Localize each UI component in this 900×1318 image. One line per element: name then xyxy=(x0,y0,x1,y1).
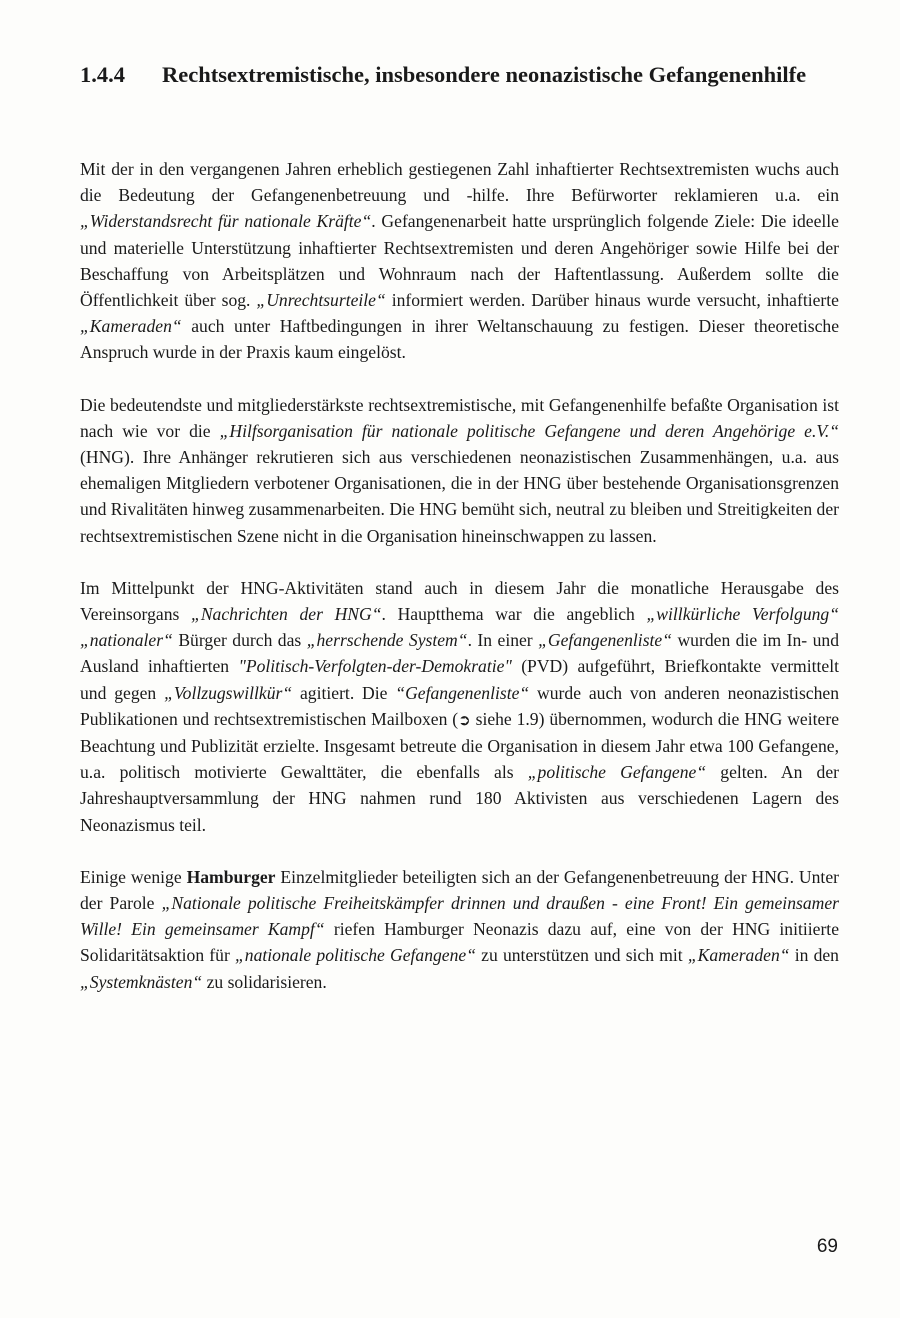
paragraph xyxy=(80,575,839,838)
text-run: . Hauptthema war die angeblich xyxy=(381,604,647,625)
emphasis-text: „Kameraden“ xyxy=(80,316,182,337)
emphasis-text: „nationale politische Gefangene“ xyxy=(235,945,476,966)
emphasis-text: „herrschende System“ xyxy=(306,630,468,651)
body-text xyxy=(80,156,839,1021)
emphasis-text: „Nachrichten der HNG“ xyxy=(191,604,382,625)
text-run: zu unterstützen und sich mit xyxy=(476,945,688,966)
text-run: siehe 1.9) übernommen, wodurch die HNG weitere Beachtung und Publizität erzielte. Insgesamt betreute die Organisation in diesem Jahr etwa 100 Gefangene, u.a. politisch motivierte Gewalttäter, die ebenfalls als xyxy=(80,708,839,783)
emphasis-text: „willkürliche Verfolgung“ „nationaler“ xyxy=(80,604,840,651)
text-run: Bürger durch das xyxy=(172,630,307,651)
text-run: agitiert. Die xyxy=(292,682,396,703)
section-title: Rechtsextremistische, insbesondere neonazistische Gefangenenhilfe xyxy=(162,62,807,87)
emphasis-text: “Gefangenenliste“ xyxy=(395,682,530,703)
emphasis-text: „Nationale politische Freiheitskämpfer drinnen und draußen - eine Front! Ein gemeinsamer Wille! Ein gemeinsamer Kampf“ xyxy=(80,893,839,940)
emphasis-text: „Widerstandsrecht für nationale Kräfte“ xyxy=(80,211,372,232)
text-run: . Gefangenenarbeit hatte ursprünglich folgende Ziele: Die ideelle und materielle Unterstützung inhaftierter Rechtsextremisten und deren Angehöriger sowie Hilfe bei der Beschaffung von Arbeitsplätzen und Wohnraum nach der Haftentlassung. Außerdem sollte die Öffentlichkeit über sog. xyxy=(80,211,839,311)
emphasis-text: „Vollzugswillkür“ xyxy=(164,682,293,703)
text-run: Einige wenige xyxy=(80,866,187,887)
text-run: auch unter Haftbedingungen in ihrer Weltanschauung zu festigen. Dieser theoretische Anspruch wurde in der Praxis kaum eingelöst. xyxy=(80,316,839,363)
paragraph xyxy=(80,156,839,366)
text-run: (HNG). Ihre Anhänger rekrutieren sich aus verschiedenen neonazistischen Zusammenhängen, u.a. aus ehemaligen Mitgliedern verbotener Organisationen, die in der HNG über bestehende Organisationsgrenzen und Rivalitäten hinweg zusammenarbeiten. Die HNG bemüht sich, neutral zu bleiben und Streitigkeiten der rechtsextremistischen Szene nicht in die Organisation hineinschwappen zu lassen. xyxy=(80,447,839,546)
text-run: riefen Hamburger Neonazis dazu auf, eine von der HNG initiierte Solidaritätsaktion für xyxy=(80,919,840,966)
emphasis-text: „Kameraden“ xyxy=(687,945,790,966)
section-heading xyxy=(80,60,840,90)
emphasis-text: "Politisch-Verfolgten-der-Demokratie" xyxy=(238,656,512,677)
paragraph xyxy=(80,392,839,549)
text-run: wurden die im In- und Ausland inhaftierten xyxy=(80,630,839,677)
text-run: wurde auch von anderen neonazistischen Publikationen und rechtsextremistischen Mailboxen ( xyxy=(80,682,840,729)
text-run: gelten. An der Jahreshauptversammlung der HNG nahmen rund 180 Aktivisten aus verschiedenen Lagern des Neonazismus teil. xyxy=(80,762,839,835)
text-run: Im Mittelpunkt der HNG-Aktivitäten stand auch in diesem Jahr die monatliche Herausgabe des Vereinsorgans xyxy=(80,577,839,625)
emphasis-text: „Systemknästen“ xyxy=(80,971,203,992)
text-run: zu solidarisieren. xyxy=(202,971,327,992)
bold-text: Hamburger xyxy=(186,866,276,887)
page-number: 69 xyxy=(816,1236,838,1257)
text-run: Einzelmitglieder beteiligten sich an der Gefangenenbetreuung der HNG. Unter der Parole xyxy=(80,866,839,914)
text-run: Die bedeutendste und mitgliederstärkste rechtsextremistische, mit Gefangenenhilfe befaßte Organisation ist nach wie vor die xyxy=(80,394,839,441)
text-run: informiert werden. Darüber hinaus wurde versucht, inhaftierte xyxy=(385,290,839,311)
emphasis-text: „Hilfsorganisation für nationale politische Gefangene und deren Angehörige e.V.“ xyxy=(219,420,840,441)
section-number: 1.4.4 xyxy=(80,62,125,87)
arrow-right-icon: ➲ xyxy=(458,710,471,729)
emphasis-text: „Unrechtsurteile“ xyxy=(256,290,386,311)
text-run: in den xyxy=(789,945,839,966)
text-run: Mit der in den vergangenen Jahren erheblich gestiegenen Zahl inhaftierter Rechtsextremisten wuchs auch die Bedeutung der Gefangenenbetreuung und -hilfe. Ihre Befürworter reklamieren u.a. ein xyxy=(80,159,839,206)
text-run: (PVD) aufgeführt, Briefkontakte vermittelt und gegen xyxy=(80,656,839,703)
text-run: . In einer xyxy=(467,630,539,651)
emphasis-text: „politische Gefangene“ xyxy=(527,762,707,783)
emphasis-text: „Gefangenenliste“ xyxy=(538,630,673,651)
paragraph xyxy=(80,864,839,995)
